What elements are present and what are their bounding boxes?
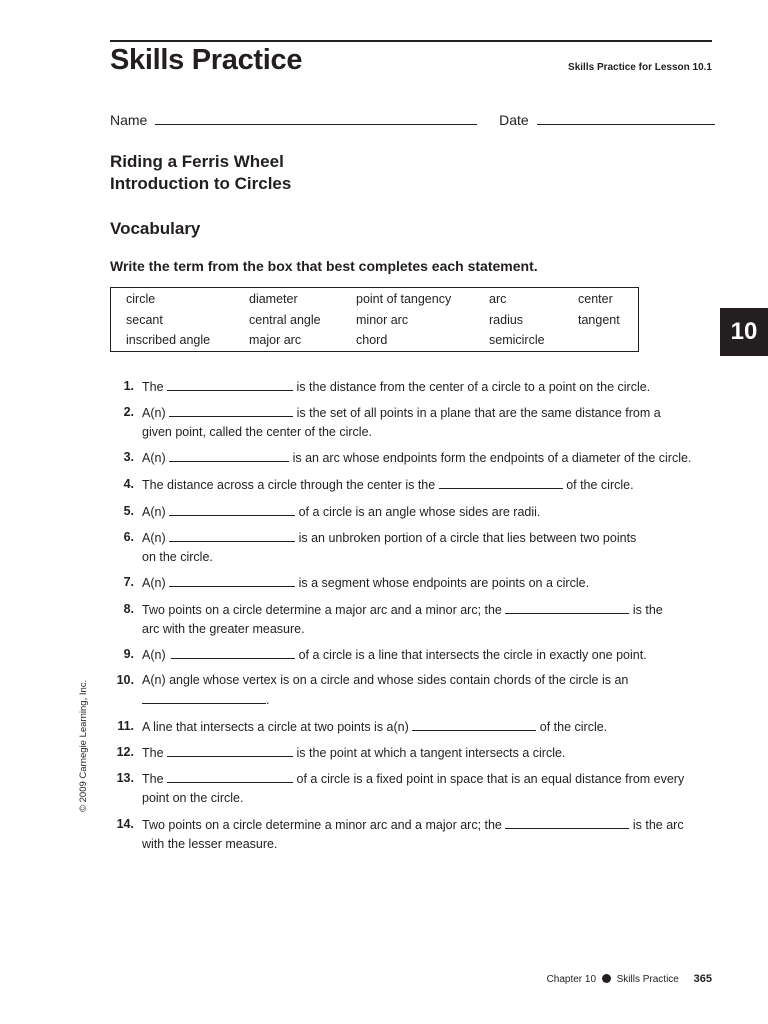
question-number: 14. <box>116 817 134 831</box>
lesson-title-line1: Riding a Ferris Wheel <box>110 152 284 171</box>
page-footer <box>547 973 712 985</box>
question-text-before: A(n) angle whose vertex is on a circle and whose sides contain chords of the circle is an <box>142 673 629 687</box>
question-text-before: A line that intersects a circle at two points is a(n) <box>142 720 409 734</box>
question-text-after: of a circle is a fixed point in space that is an equal distance from every <box>296 772 685 786</box>
question-item <box>112 815 712 854</box>
question-item <box>112 769 712 808</box>
question-item <box>112 743 712 763</box>
answer-blank[interactable] <box>171 645 295 659</box>
top-rule <box>110 40 712 42</box>
question-number: 13. <box>116 771 134 785</box>
answer-blank[interactable] <box>169 528 295 542</box>
date-label: Date <box>499 112 529 128</box>
question-text-before: Two points on a circle determine a minor arc and a major arc; the <box>142 818 502 832</box>
question-text-before: A(n) <box>142 648 166 662</box>
question-item <box>112 645 712 665</box>
question-text-before: The distance across a circle through the center is the <box>142 478 436 492</box>
date-field[interactable] <box>537 112 715 125</box>
word-term: radius <box>489 313 524 327</box>
question-text-before: A(n) <box>142 451 166 465</box>
question-item <box>112 475 712 495</box>
section-heading: Vocabulary <box>110 219 201 238</box>
word-term: inscribed angle <box>126 333 211 347</box>
word-term: chord <box>356 333 388 347</box>
lesson-title-line2: Introduction to Circles <box>110 174 292 193</box>
question-text-after: is a segment whose endpoints are points on a circle. <box>298 576 590 590</box>
question-text-after: is the <box>632 603 663 617</box>
question-text-before: The <box>142 772 164 786</box>
word-term: center <box>578 292 613 306</box>
answer-blank[interactable] <box>167 743 293 757</box>
word-term: circle <box>126 292 156 306</box>
question-text-before: A(n) <box>142 576 166 590</box>
word-term: secant <box>126 313 163 327</box>
question-item <box>112 600 712 639</box>
question-text-after: of a circle is an angle whose sides are radii. <box>298 505 541 519</box>
name-label: Name <box>110 112 148 128</box>
question-text-before: The <box>142 746 164 760</box>
lesson-label: Skills Practice for Lesson 10.1 <box>568 62 712 73</box>
answer-blank[interactable] <box>169 573 295 587</box>
question-text-before: A(n) <box>142 406 166 420</box>
question-item <box>112 671 712 710</box>
word-term: arc <box>489 292 507 306</box>
chapter-tab: 10 <box>720 308 768 356</box>
question-number: 1. <box>123 379 134 393</box>
word-term: tangent <box>578 313 620 327</box>
question-item <box>112 717 712 737</box>
word-term: semicircle <box>489 333 545 347</box>
question-item <box>112 528 712 567</box>
question-text-continued: arc with the greater measure. <box>142 622 305 636</box>
name-field[interactable] <box>155 112 477 125</box>
answer-blank[interactable] <box>142 690 266 704</box>
answer-blank[interactable] <box>167 769 293 783</box>
bullet-icon <box>602 974 611 983</box>
page-number: 365 <box>693 973 712 985</box>
question-text-before: A(n) <box>142 505 166 519</box>
answer-blank[interactable] <box>167 377 293 391</box>
question-text-after: is the set of all points in a plane that are the same distance from a <box>296 406 661 420</box>
question-item <box>112 573 712 593</box>
question-item <box>112 403 712 442</box>
question-text-after: is the point at which a tangent intersects a circle. <box>296 746 566 760</box>
page-title: Skills Practice <box>110 44 303 76</box>
question-text-after: of the circle. <box>539 720 608 734</box>
question-number: 4. <box>123 477 134 491</box>
question-text-after: is an unbroken portion of a circle that lies between two points <box>298 531 637 545</box>
answer-blank[interactable] <box>169 403 293 417</box>
word-term: major arc <box>249 333 302 347</box>
answer-blank[interactable] <box>505 815 629 829</box>
question-number: 7. <box>123 575 134 589</box>
word-term: diameter <box>249 292 298 306</box>
answer-blank[interactable] <box>439 475 563 489</box>
question-text-continued: with the lesser measure. <box>142 837 278 851</box>
question-text-before: Two points on a circle determine a major arc and a minor arc; the <box>142 603 502 617</box>
question-text-after: of the circle. <box>566 478 634 492</box>
question-text-after: is the arc <box>632 818 684 832</box>
question-number: 10. <box>116 673 134 687</box>
question-text-after: is the distance from the center of a circle to a point on the circle. <box>296 380 651 394</box>
question-text-before: A(n) <box>142 531 166 545</box>
answer-blank[interactable] <box>412 717 536 731</box>
answer-blank[interactable] <box>169 502 295 516</box>
question-item <box>112 502 712 522</box>
question-number: 11. <box>117 719 134 733</box>
answer-blank[interactable] <box>169 448 289 462</box>
question-text-after: is an arc whose endpoints form the endpoints of a diameter of the circle. <box>292 451 692 465</box>
copyright-text: © 2009 Carnegie Learning, Inc. <box>78 679 89 812</box>
name-date-line <box>110 112 715 128</box>
question-number: 2. <box>123 405 134 419</box>
footer-chapter: Chapter 10 <box>546 974 597 985</box>
question-text-continued: point on the circle. <box>142 791 244 805</box>
word-term: minor arc <box>356 313 409 327</box>
question-text-continued: on the circle. <box>142 550 213 564</box>
question-number: 12. <box>116 745 134 759</box>
question-text-before: The <box>142 380 164 394</box>
question-number: 6. <box>123 530 134 544</box>
question-text-continued: given point, called the center of the circle. <box>142 425 372 439</box>
question-text-continued: . <box>266 693 270 707</box>
question-text-after: of a circle is a line that intersects the circle in exactly one point. <box>298 648 647 662</box>
word-box <box>110 287 639 352</box>
question-number: 9. <box>123 647 134 661</box>
answer-blank[interactable] <box>505 600 629 614</box>
word-term: point of tangency <box>356 292 452 306</box>
question-number: 5. <box>123 504 134 518</box>
question-number: 8. <box>123 602 134 616</box>
question-item <box>112 377 712 397</box>
question-item <box>112 448 712 468</box>
question-number: 3. <box>123 450 134 464</box>
instruction-text: Write the term from the box that best completes each statement. <box>110 258 538 274</box>
word-term: central angle <box>249 313 321 327</box>
footer-section: Skills Practice <box>616 974 679 985</box>
